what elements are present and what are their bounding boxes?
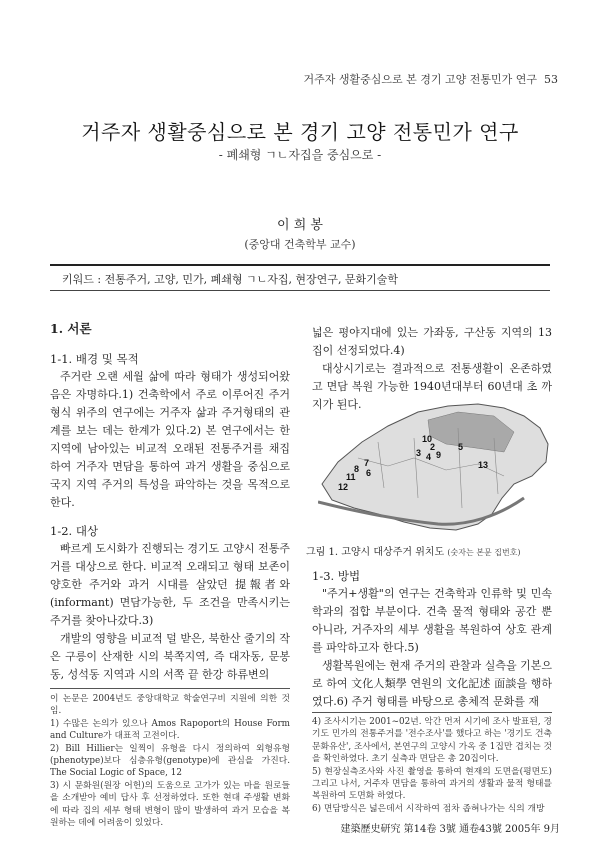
running-title: 거주자 생활중심으로 본 경기 고양 전통민가 연구 — [303, 73, 537, 86]
map-label: 8 — [354, 464, 360, 474]
left-column — [50, 320, 290, 684]
figure-caption — [306, 543, 566, 558]
map-label: 10 — [422, 434, 433, 444]
paragraph-method: "주거+생활"의 연구는 건축학과 인류학 및 민속학과의 접합 부분이다. 건축 물적 형태와 공간 뿐 아니라, 거주자의 세부 생활을 복원하여 상호 관계를 파악하고자 한다.5) — [312, 587, 552, 654]
footnotes-right — [312, 716, 552, 815]
page-number: 53 — [544, 73, 558, 86]
footnotes-left — [50, 693, 290, 829]
footnote-rule-right — [312, 712, 552, 713]
footnote: 2) Bill Hillier는 일찍이 유형을 다시 정의하여 외형유형(phenotype)보다 심층유형(genotype)에 관심을 가진다. The Social Logic of Space, 12 — [50, 743, 290, 779]
location-map-svg — [318, 398, 552, 534]
running-header — [304, 71, 559, 87]
map-label: 2 — [430, 442, 436, 452]
location-map — [318, 398, 552, 534]
keywords-top-rule — [50, 264, 550, 266]
paper-title: 거주자 생활중심으로 본 경기 고양 전통민가 연구 — [81, 120, 519, 144]
figure-caption-note: (숫자는 본문 집번호) — [447, 548, 521, 557]
section-heading-target: 1-2. 대상 — [50, 524, 99, 538]
paper-subtitle: - 폐쇄형 ㄱㄴ자집을 중심으로 - — [218, 148, 382, 162]
map-label: 9 — [436, 450, 442, 460]
map-label: 3 — [416, 448, 422, 458]
paragraph-period: 대상시기로는 결과적으로 전통생활이 온존하였고 면담 복원 가능한 1940년대부터 60년대 초 까지가 된다. — [312, 362, 552, 411]
footnote: 3) 시 문화원(원장 어헌)의 도움으로 고가가 있는 마을 원로들을 소개받아 예비 답사 후 선정하였다. 또한 현대 주생활 변화에 따라 집의 세부 형태 변형이 많이 발생하여 과거 모습을 복원하는 데에 어려움이 있었다. — [50, 780, 290, 829]
map-label: 13 — [478, 460, 489, 470]
paragraph-region: 개발의 영향을 비교적 덜 받은, 북한산 줄기의 작은 구릉이 산재한 시의 북쪽지역, 즉 대자동, 문봉동, 성석동 지역과 시의 서쪽 끝 한강 하류변의 — [50, 632, 290, 681]
paragraph-houses: 넓은 평야지대에 있는 가좌동, 구산동 지역의 13집이 선정되었다.4) — [312, 326, 552, 357]
section-heading-method: 1-3. 방법 — [312, 569, 361, 583]
map-label: 11 — [346, 472, 356, 482]
author-name: 이 희 봉 — [277, 218, 323, 233]
map-label: 4 — [426, 452, 432, 462]
journal-footer: 建築歷史研究 第14卷 3號 通卷43號 2005年 9月 — [340, 824, 560, 835]
map-label: 5 — [458, 442, 464, 452]
figure-caption-text: 그림 1. 고양시 대상주거 위치도 — [306, 547, 445, 558]
footnote: 4) 조사시기는 2001~02년. 악간 먼저 시기에 조사 발표된, 경기도 민가의 전통주거를 '전수조사'를 했다고 하는 '경기도 건축문화유산', 조사에서, 본연구의 고양시 가옥 중 1집만 겹치는 것을 확인하였다. 초기 실측과 면담은 총 20집이다. — [312, 717, 552, 765]
author-affiliation: (중앙대 건축학부 교수) — [244, 238, 356, 251]
paragraph-interview: 생활복원에는 현재 주거의 관찰과 실측을 기본으로 하여 文化人類學 연원의 文化記述 面談을 행하였다.6) 주거 형태를 바탕으로 총체적 문화를 재 — [312, 659, 553, 708]
map-label: 12 — [338, 482, 349, 492]
right-column-bottom — [312, 567, 552, 711]
section-heading-background: 1-1. 배경 및 목적 — [50, 352, 139, 366]
footnote: 5) 현장실측조사와 사진 촬영을 통하여 현재의 도면을(평면도) 그리고 나서, 거주자 면담을 통하여 과거의 생활과 물적 형태를 복원하여 도면화 하였다. — [312, 766, 552, 802]
map-label: 7 — [364, 458, 370, 468]
footnote: 1) 수많은 논의가 있으나 Amos Rapoport의 House Form and Culture가 대표적 고전이다. — [50, 718, 290, 742]
footnote: 6) 면담방식은 넓은데서 시작하여 점차 좁혀나가는 식의 개방 — [312, 803, 545, 814]
paragraph-background: 주거란 오랜 세월 삶에 따라 형태가 생성되어왔음은 자명하다.1) 건축학에서 주로 이루어진 주거형식 위주의 연구에는 거주자 삶과 주거형태의 관계를 보는 데는 한계가 있다.2) 본 연구에서는 한 지역에 남아있는 비교적 오래된 전통주거를 채집하여 거주자 면담을 통하여 과거 생활을 중심으로 국지 지역 주거의 특성을 파악하는 것을 목적으로 한다. — [50, 370, 290, 509]
map-label: 6 — [366, 468, 372, 478]
keywords-bottom-rule — [50, 290, 550, 291]
section-heading-intro: 1. 서론 — [50, 321, 92, 336]
paragraph-target: 빠르게 도시화가 진행되는 경기도 고양시 전통주거를 대상으로 한다. 비교적 오래되고 형태 보존이 양호한 주거와 과거 시대를 살았던 提報者와(informant) 면담가능한, 두 조건을 만족시키는 주거를 찾아나갔다.3) — [50, 542, 291, 627]
footnote-rule-left — [50, 688, 290, 689]
keywords: 키워드 : 전통주거, 고양, 민가, 폐쇄형 ㄱㄴ자집, 현장연구, 문화기술학 — [62, 273, 399, 286]
footnote: 이 논문은 2004년도 중앙대학교 학술연구비 지원에 의한 것임. — [50, 694, 290, 717]
